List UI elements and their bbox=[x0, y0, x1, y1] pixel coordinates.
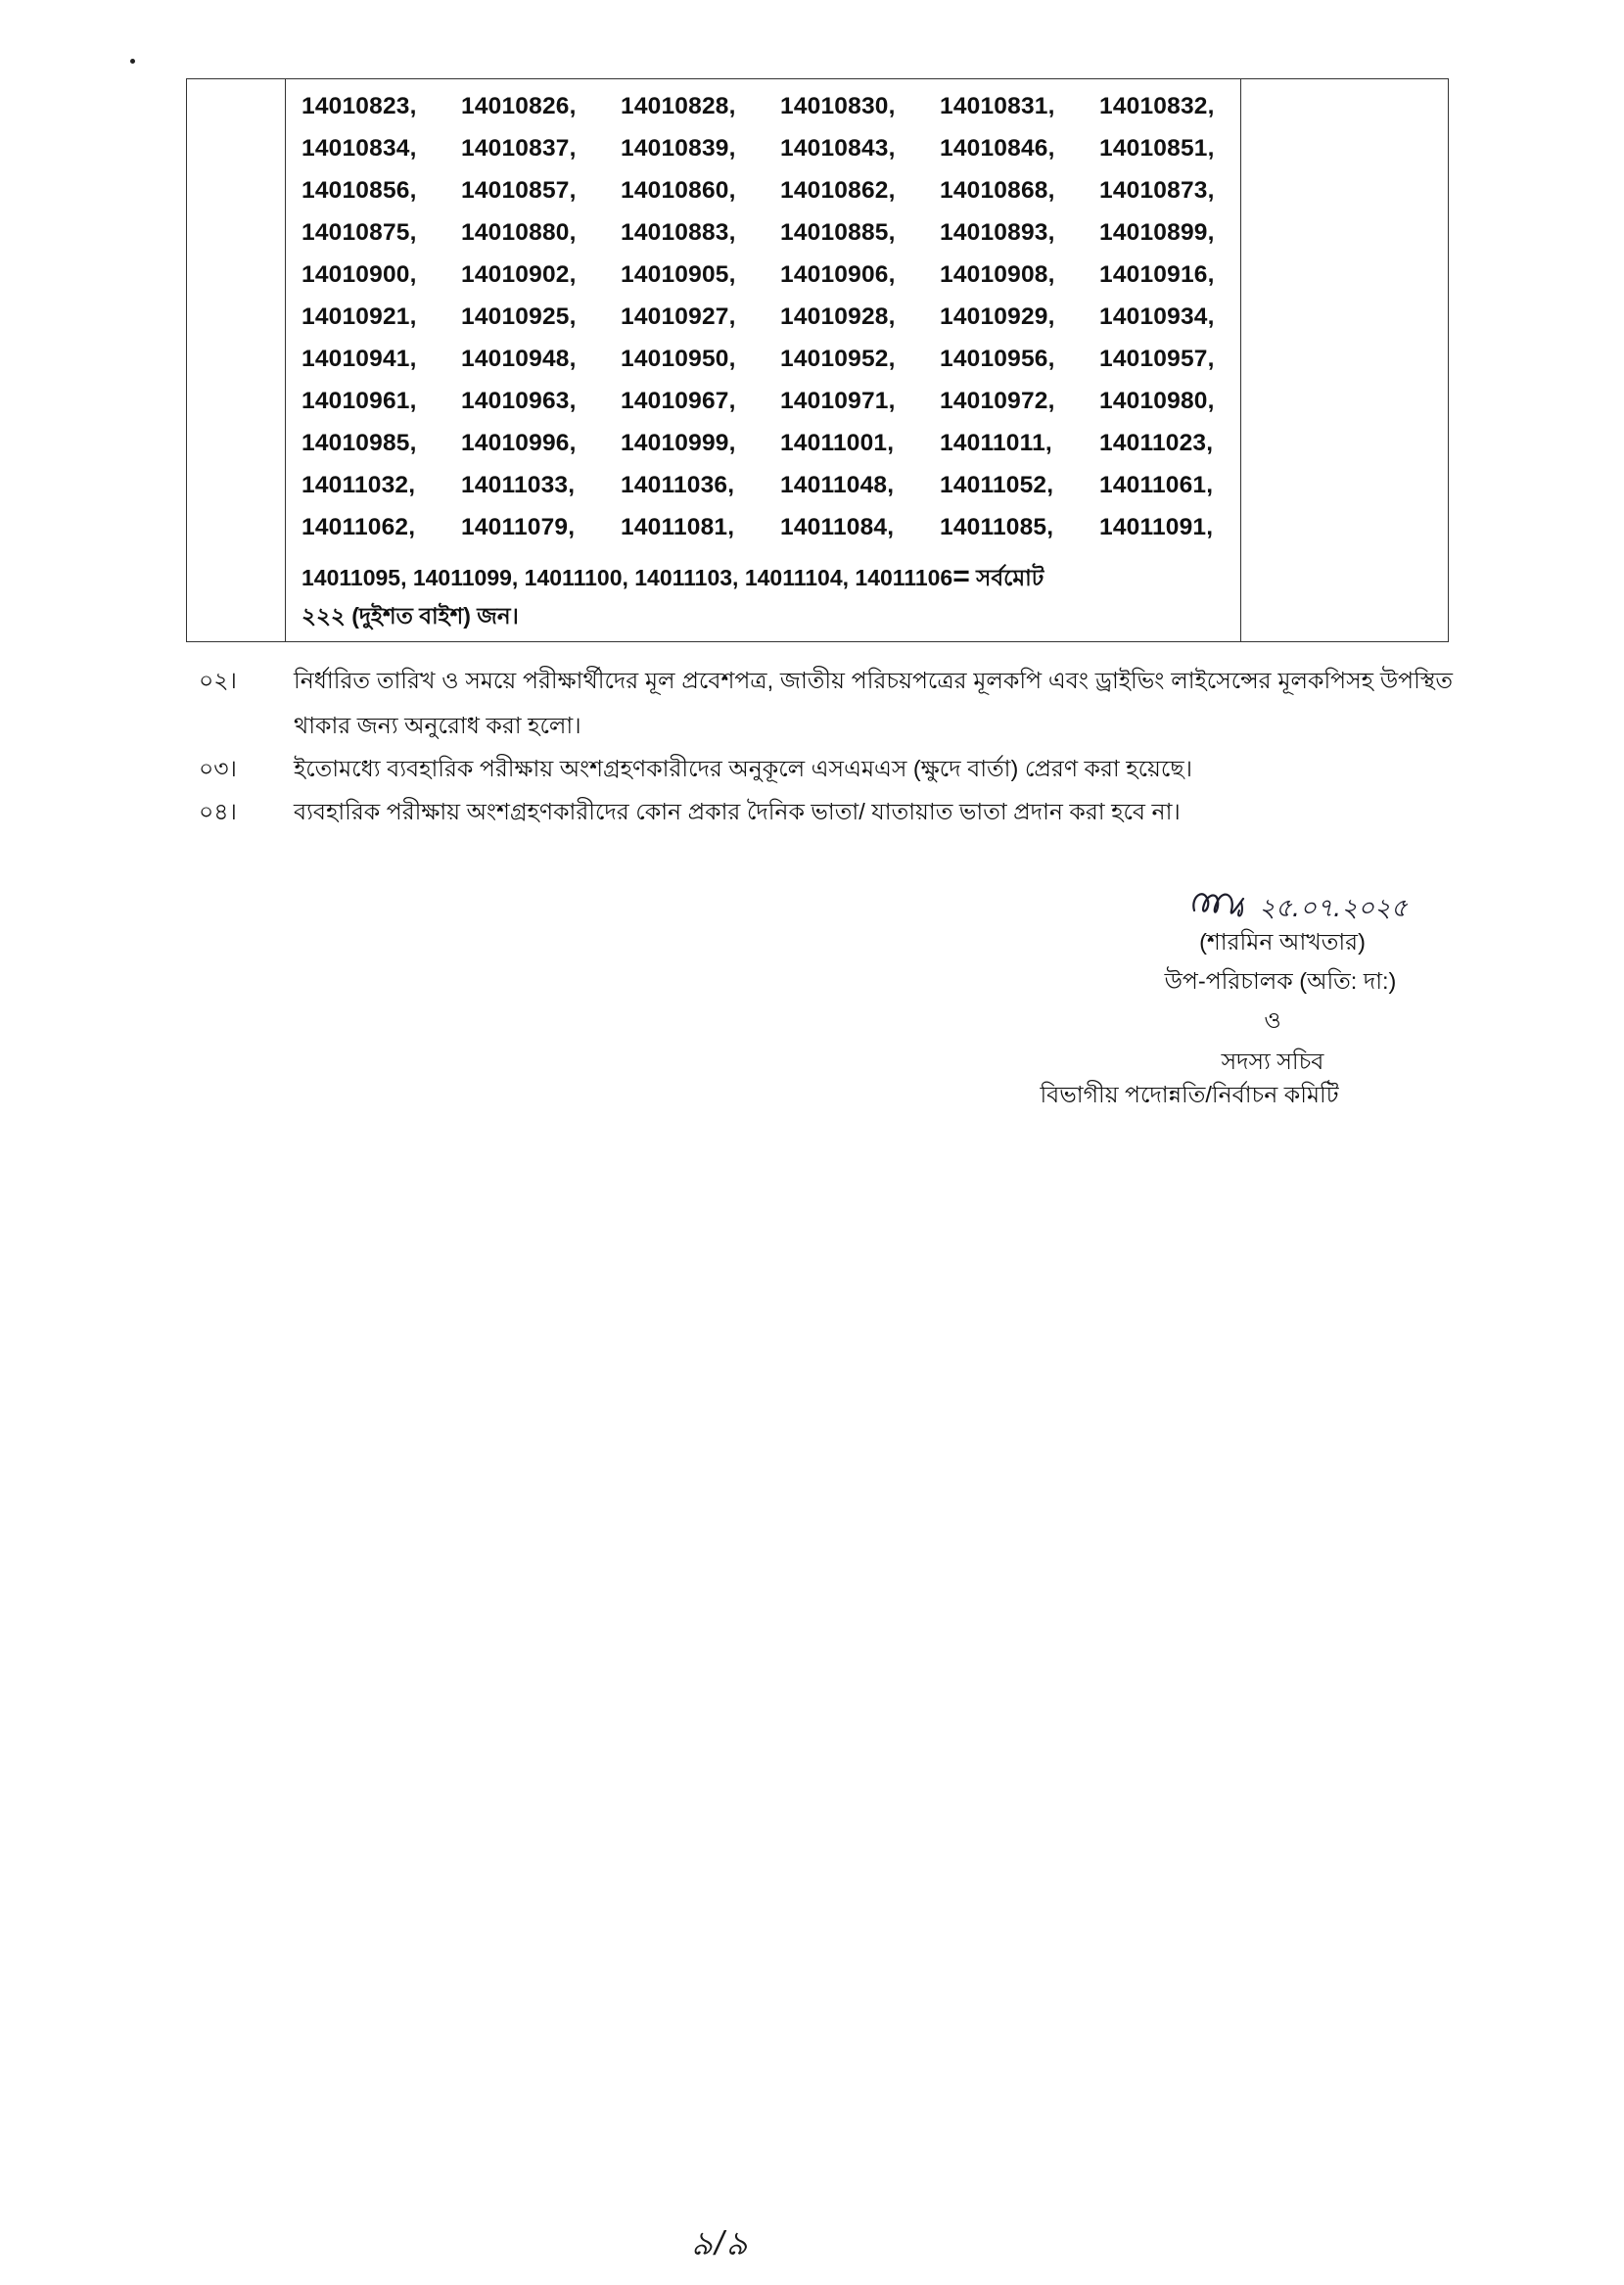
roll-number-cell: 14011011, bbox=[940, 430, 1052, 456]
roll-number-cell: 14010851, bbox=[1099, 135, 1215, 162]
roll-number-cell: 14010826, bbox=[461, 93, 577, 119]
roll-number-cell: 14010905, bbox=[621, 261, 736, 288]
roll-number-grid bbox=[302, 85, 1231, 548]
roll-last-numbers: 14011095, 14011099, 14011100, 14011103, 14011104, 14011106 bbox=[302, 565, 953, 590]
roll-number-cell: 14010831, bbox=[940, 93, 1055, 119]
roll-number-cell: 14010961, bbox=[302, 388, 417, 414]
note-number: ০২। bbox=[199, 668, 237, 693]
roll-number-cell: 14010856, bbox=[302, 177, 417, 204]
roll-number-table bbox=[186, 78, 1449, 642]
page-number: ৯/৯ bbox=[691, 2225, 750, 2262]
roll-number-cell: 14010828, bbox=[621, 93, 736, 119]
roll-number-cell: 14010972, bbox=[940, 388, 1055, 414]
roll-number-cell: 14010921, bbox=[302, 303, 417, 330]
roll-number-cell: 14010950, bbox=[621, 346, 736, 372]
signatory-committee: বিভাগীয় পদোন্নতি/নির্বাচন কমিটি bbox=[1040, 1082, 1339, 1107]
roll-number-cell: 14010906, bbox=[780, 261, 896, 288]
roll-number-cell: 14011079, bbox=[461, 514, 576, 540]
roll-number-cell: 14010862, bbox=[780, 177, 896, 204]
roll-number-cell: 14011061, bbox=[1099, 472, 1214, 498]
equals-sign: = bbox=[952, 560, 970, 592]
roll-total-text: ২২২ (দুইশত বাইশ) জন। bbox=[302, 603, 519, 629]
roll-number-cell: 14010885, bbox=[780, 219, 896, 246]
roll-number-cell: 14010916, bbox=[1099, 261, 1215, 288]
roll-number-cell: 14010868, bbox=[940, 177, 1055, 204]
roll-number-cell: 14010925, bbox=[461, 303, 577, 330]
note-text: ব্যবহারিক পরীক্ষায় অংশগ্রহণকারীদের কোন প্রকার দৈনিক ভাতা/ যাতায়াত ভাতা প্রদান করা হবে না। bbox=[294, 799, 1181, 824]
note-item bbox=[199, 789, 1462, 834]
roll-number-cell: 14010929, bbox=[940, 303, 1055, 330]
roll-number-cell: 14011081, bbox=[621, 514, 735, 540]
roll-number-cell: 14010843, bbox=[780, 135, 896, 162]
roll-number-cell: 14010873, bbox=[1099, 177, 1215, 204]
roll-number-last-line bbox=[302, 557, 1231, 597]
signatory-conjunction: ও bbox=[1264, 1007, 1281, 1033]
roll-number-cell: 14010980, bbox=[1099, 388, 1215, 414]
roll-number-cell: 14010880, bbox=[461, 219, 577, 246]
roll-number-cell: 14010941, bbox=[302, 346, 417, 372]
roll-number-cell: 14010846, bbox=[940, 135, 1055, 162]
roll-number-cell: 14010971, bbox=[780, 388, 896, 414]
roll-number-cell: 14010948, bbox=[461, 346, 577, 372]
roll-number-cell: 14010967, bbox=[621, 388, 736, 414]
roll-number-cell: 14010952, bbox=[780, 346, 896, 372]
roll-number-cell: 14011001, bbox=[780, 430, 895, 456]
note-item bbox=[199, 746, 1462, 791]
roll-number-cell: 14010996, bbox=[461, 430, 577, 456]
table-left-divider bbox=[285, 79, 286, 641]
roll-number-cell: 14011052, bbox=[940, 472, 1054, 498]
roll-number-cell: 14010963, bbox=[461, 388, 577, 414]
roll-number-cell: 14010999, bbox=[621, 430, 736, 456]
roll-number-cell: 14010823, bbox=[302, 93, 417, 119]
roll-number-cell: 14010985, bbox=[302, 430, 417, 456]
note-number: ০৩। bbox=[199, 756, 237, 781]
roll-number-cell: 14010956, bbox=[940, 346, 1055, 372]
roll-number-cell: 14010900, bbox=[302, 261, 417, 288]
signatory-designation: উপ-পরিচালক (অতি: দা:) bbox=[1164, 968, 1397, 994]
roll-number-cell: 14010834, bbox=[302, 135, 417, 162]
roll-number-cell: 14010857, bbox=[461, 177, 577, 204]
roll-number-cell: 14010934, bbox=[1099, 303, 1215, 330]
total-label: সর্বমোট bbox=[976, 565, 1044, 590]
note-number: ০৪। bbox=[199, 799, 237, 824]
roll-number-cell: 14010830, bbox=[780, 93, 896, 119]
roll-number-cell: 14010832, bbox=[1099, 93, 1215, 119]
roll-number-cell: 14010839, bbox=[621, 135, 736, 162]
scan-speck bbox=[130, 59, 135, 64]
signatory-name: (শারমিন আখতার) bbox=[1199, 929, 1366, 955]
roll-number-cell: 14010875, bbox=[302, 219, 417, 246]
note-text: নির্ধারিত তারিখ ও সময়ে পরীক্ষার্থীদের মূল প্রবেশপত্র, জাতীয় পরিচয়পত্রের মূলকপি এবং ড্রাইভিং লাইসেন্সের মূলকপিসহ উপস্থিত থাকার জন্য অনুরোধ করা হলো। bbox=[294, 668, 1453, 738]
roll-number-cell: 14010928, bbox=[780, 303, 896, 330]
roll-number-cell: 14011091, bbox=[1099, 514, 1214, 540]
signatory-role: সদস্য সচিব bbox=[1221, 1049, 1324, 1074]
signature-date: ২৫.০৭.২০২৫ bbox=[1259, 894, 1408, 923]
roll-number-cell: 14011084, bbox=[780, 514, 895, 540]
roll-number-cell: 14011062, bbox=[302, 514, 416, 540]
roll-number-cell: 14010957, bbox=[1099, 346, 1215, 372]
roll-number-cell: 14011032, bbox=[302, 472, 416, 498]
roll-number-cell: 14010908, bbox=[940, 261, 1055, 288]
roll-number-cell: 14010899, bbox=[1099, 219, 1215, 246]
roll-number-cell: 14010837, bbox=[461, 135, 577, 162]
note-text: ইতোমধ্যে ব্যবহারিক পরীক্ষায় অংশগ্রহণকারীদের অনুকূলে এসএমএস (ক্ষুদে বার্তা) প্রেরণ করা হয়েছে। bbox=[294, 756, 1192, 781]
roll-number-cell: 14011033, bbox=[461, 472, 576, 498]
roll-number-cell: 14011036, bbox=[621, 472, 735, 498]
roll-number-cell: 14010927, bbox=[621, 303, 736, 330]
note-item bbox=[199, 658, 1462, 748]
roll-number-cell: 14011048, bbox=[780, 472, 895, 498]
roll-number-cell: 14011023, bbox=[1099, 430, 1214, 456]
roll-number-cell: 14010902, bbox=[461, 261, 577, 288]
roll-number-cell: 14011085, bbox=[940, 514, 1054, 540]
roll-number-cell: 14010883, bbox=[621, 219, 736, 246]
roll-number-cell: 14010860, bbox=[621, 177, 736, 204]
roll-number-cell: 14010893, bbox=[940, 219, 1055, 246]
